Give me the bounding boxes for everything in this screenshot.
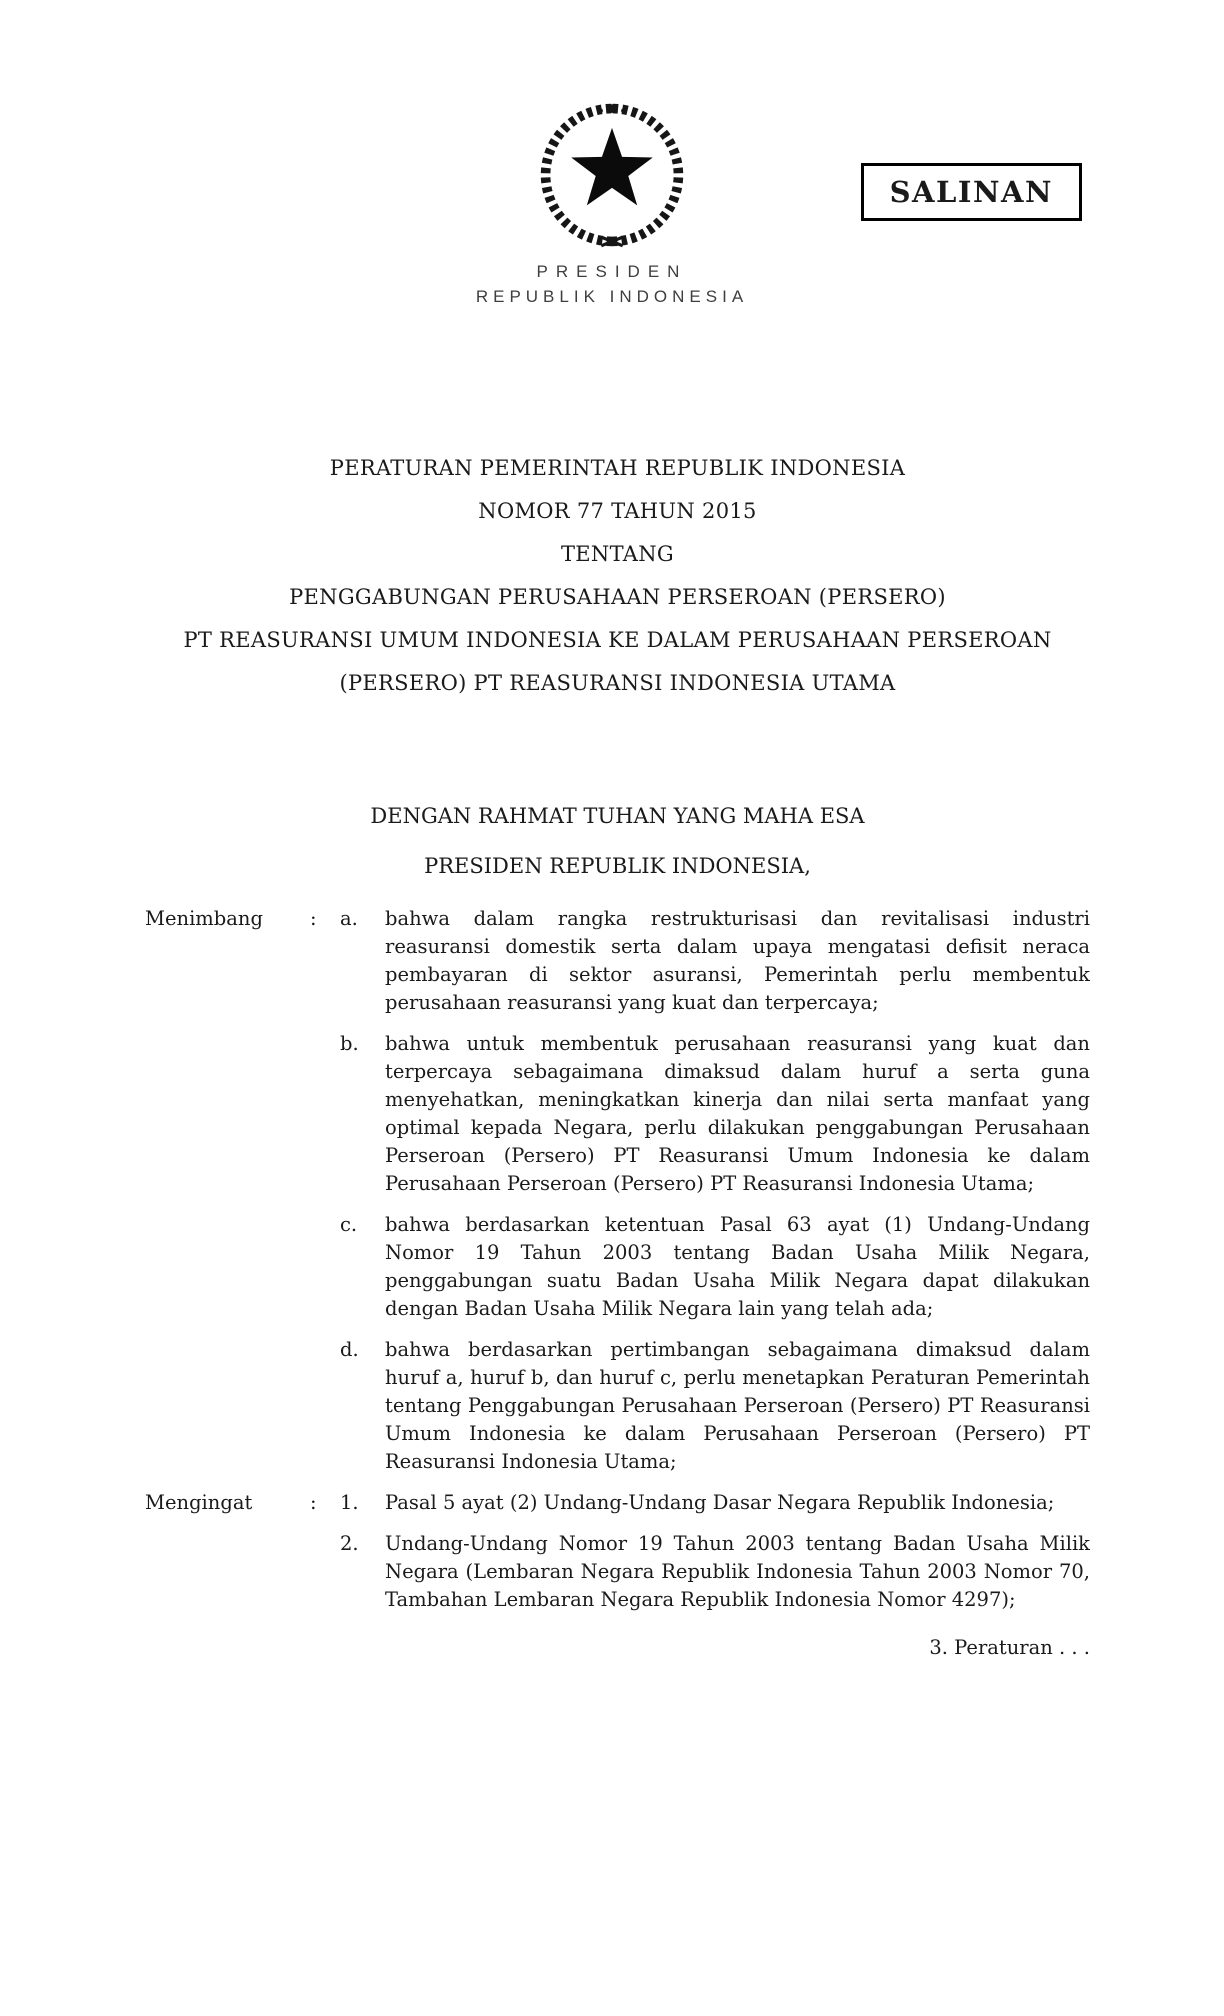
- item-marker: a.: [340, 907, 358, 930]
- title-line-2: NOMOR 77 TAHUN 2015: [478, 499, 757, 523]
- salinan-stamp: SALINAN: [861, 163, 1082, 221]
- document-content: [0, 447, 1224, 1662]
- preamble-line2: PRESIDEN REPUBLIK INDONESIA,: [424, 854, 811, 878]
- item-text: Pasal 5 ayat (2) Undang-Undang Dasar Negara Republik Indonesia;: [385, 1491, 1055, 1514]
- item-marker: c.: [340, 1213, 358, 1236]
- title-line-4: PENGGABUNGAN PERUSAHAAN PERSEROAN (PERSERO): [289, 585, 946, 609]
- regulation-title: [145, 447, 1090, 705]
- section-mengingat: [145, 1489, 1090, 1614]
- menimbang-item: [145, 1211, 1090, 1323]
- mengingat-item: [145, 1530, 1090, 1614]
- menimbang-item: [145, 1030, 1090, 1198]
- document-body: [145, 905, 1090, 1662]
- item-text: bahwa berdasarkan pertimbangan sebagaimana dimaksud dalam huruf a, huruf b, dan huruf c, perlu menetapkan Peraturan Pemerintah tentang Penggabungan Perusahaan Perseroan (Persero) PT Reasuransi Umum Indonesia ke dalam Perusahaan Perseroan (Persero) PT Reasuransi Indonesia Utama;: [385, 1338, 1090, 1473]
- section-label-empty: [145, 1336, 310, 1476]
- item-marker: 1.: [340, 1491, 359, 1514]
- section-label: Mengingat: [145, 1491, 253, 1514]
- preamble-line1: DENGAN RAHMAT TUHAN YANG MAHA ESA: [370, 804, 865, 828]
- item-marker: d.: [340, 1338, 359, 1361]
- mengingat-item: [145, 1489, 1090, 1517]
- item-text: bahwa berdasarkan ketentuan Pasal 63 ayat (1) Undang-Undang Nomor 19 Tahun 2003 tentang Badan Usaha Milik Negara, penggabungan suatu Badan Usaha Milik Negara dapat dilakukan dengan Badan Usaha Milik Negara lain yang telah ada;: [385, 1213, 1090, 1320]
- letterhead: [0, 262, 1224, 307]
- item-text: bahwa untuk membentuk perusahaan reasuransi yang kuat dan terpercaya sebagaimana dimaksud dalam huruf a serta guna menyehatkan, meningkatkan kinerja dan nilai serta manfaat yang optimal kepada Negara, perlu dilakukan penggabungan Perusahaan Perseroan (Persero) PT Reasuransi Umum Indonesia ke dalam Perusahaan Perseroan (Persero) PT Reasuransi Indonesia Utama;: [385, 1032, 1090, 1195]
- title-line-1: PERATURAN PEMERINTAH REPUBLIK INDONESIA: [329, 456, 906, 480]
- section-label-empty: [145, 1030, 310, 1198]
- section-separator: :: [310, 1491, 317, 1514]
- section-separator-empty: [310, 1530, 340, 1614]
- letterhead-line2: REPUBLIK INDONESIA: [475, 287, 749, 306]
- presidential-seal-icon: [537, 235, 687, 254]
- section-label-empty: [145, 1530, 310, 1614]
- preamble: [145, 795, 1090, 887]
- section-separator-empty: [310, 1030, 340, 1198]
- section-label-empty: [145, 1211, 310, 1323]
- catchword: 3. Peraturan . . .: [929, 1636, 1090, 1659]
- section-menimbang: [145, 905, 1090, 1476]
- section-label: Menimbang: [145, 907, 263, 930]
- title-line-6: (PERSERO) PT REASURANSI INDONESIA UTAMA: [339, 671, 896, 695]
- letterhead-line1: PRESIDEN: [536, 262, 688, 281]
- menimbang-item: [145, 905, 1090, 1017]
- title-line-5: PT REASURANSI UMUM INDONESIA KE DALAM PERUSAHAAN PERSEROAN: [183, 628, 1052, 652]
- item-marker: b.: [340, 1032, 359, 1055]
- title-line-3: TENTANG: [561, 542, 674, 566]
- item-marker: 2.: [340, 1532, 359, 1555]
- section-separator: :: [310, 907, 317, 930]
- item-text: bahwa dalam rangka restrukturisasi dan revitalisasi industri reasuransi domestik serta dalam upaya mengatasi defisit neraca pembayaran di sektor asuransi, Pemerintah perlu membentuk perusahaan reasuransi yang kuat dan terpercaya;: [385, 907, 1090, 1014]
- item-text: Undang-Undang Nomor 19 Tahun 2003 tentang Badan Usaha Milik Negara (Lembaran Negara Republik Indonesia Tahun 2003 Nomor 70, Tambahan Lembaran Negara Republik Indonesia Nomor 4297);: [385, 1532, 1090, 1611]
- menimbang-item: [145, 1336, 1090, 1476]
- section-separator-empty: [310, 1336, 340, 1476]
- section-separator-empty: [310, 1211, 340, 1323]
